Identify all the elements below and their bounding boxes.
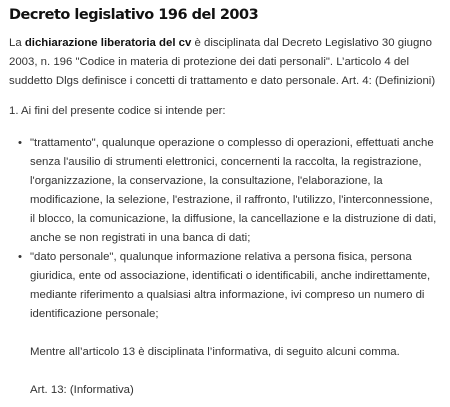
definitions-list bbox=[9, 134, 438, 324]
bullet-icon: • bbox=[18, 137, 22, 149]
article-heading: Art. 13: (Informativa) bbox=[30, 384, 134, 396]
intro-bold-term: dichiarazione liberatoria del cv bbox=[24, 37, 192, 49]
intro-prefix: La bbox=[9, 37, 25, 49]
definition-text: "trattamento", qualunque operazione o complesso di operazioni, effettuati anche senza l'ausilio di strumenti elettronici, concernenti la raccolta, la registrazione, l'organizzazione, la conservazione, la consultazione, l'elaborazione, la modificazione, la selezione, l'estrazione, il raffronto, l'utilizzo, l'interconnessione, il blocco, la comunicazione, la diffusione, la cancellazione e la distruzione di dati, anche se non registrati in una banca di dati; bbox=[30, 137, 437, 244]
list-item bbox=[18, 134, 438, 248]
page-title: Decreto legislativo 196 del 2003 bbox=[9, 7, 259, 23]
clause-paragraph: 1. Ai fini del presente codice si intende per: bbox=[9, 105, 226, 117]
intro-suffix: è disciplinata dal Decreto Legislativo 30 giugno 2003, n. 196 "Codice in materia di protezione dei dati personali". L’articolo 4 del suddetto Dlgs definisce i concetti di trattamento e dato personale. Art. 4: (Definizioni) bbox=[9, 37, 436, 87]
definition-text: "dato personale", qualunque informazione relativa a persona fisica, persona giuridica, ente od associazione, identificati o identificabili, anche indirettamente, mediante riferimento a qualsiasi altra informazione, ivi compreso un numero di identificazione personale; bbox=[30, 251, 431, 320]
intro-paragraph bbox=[9, 34, 438, 91]
list-item bbox=[18, 248, 438, 324]
note-paragraph: Mentre all’articolo 13 è disciplinata l’informativa, di seguito alcuni comma. bbox=[30, 346, 400, 358]
bullet-icon: • bbox=[18, 251, 22, 263]
